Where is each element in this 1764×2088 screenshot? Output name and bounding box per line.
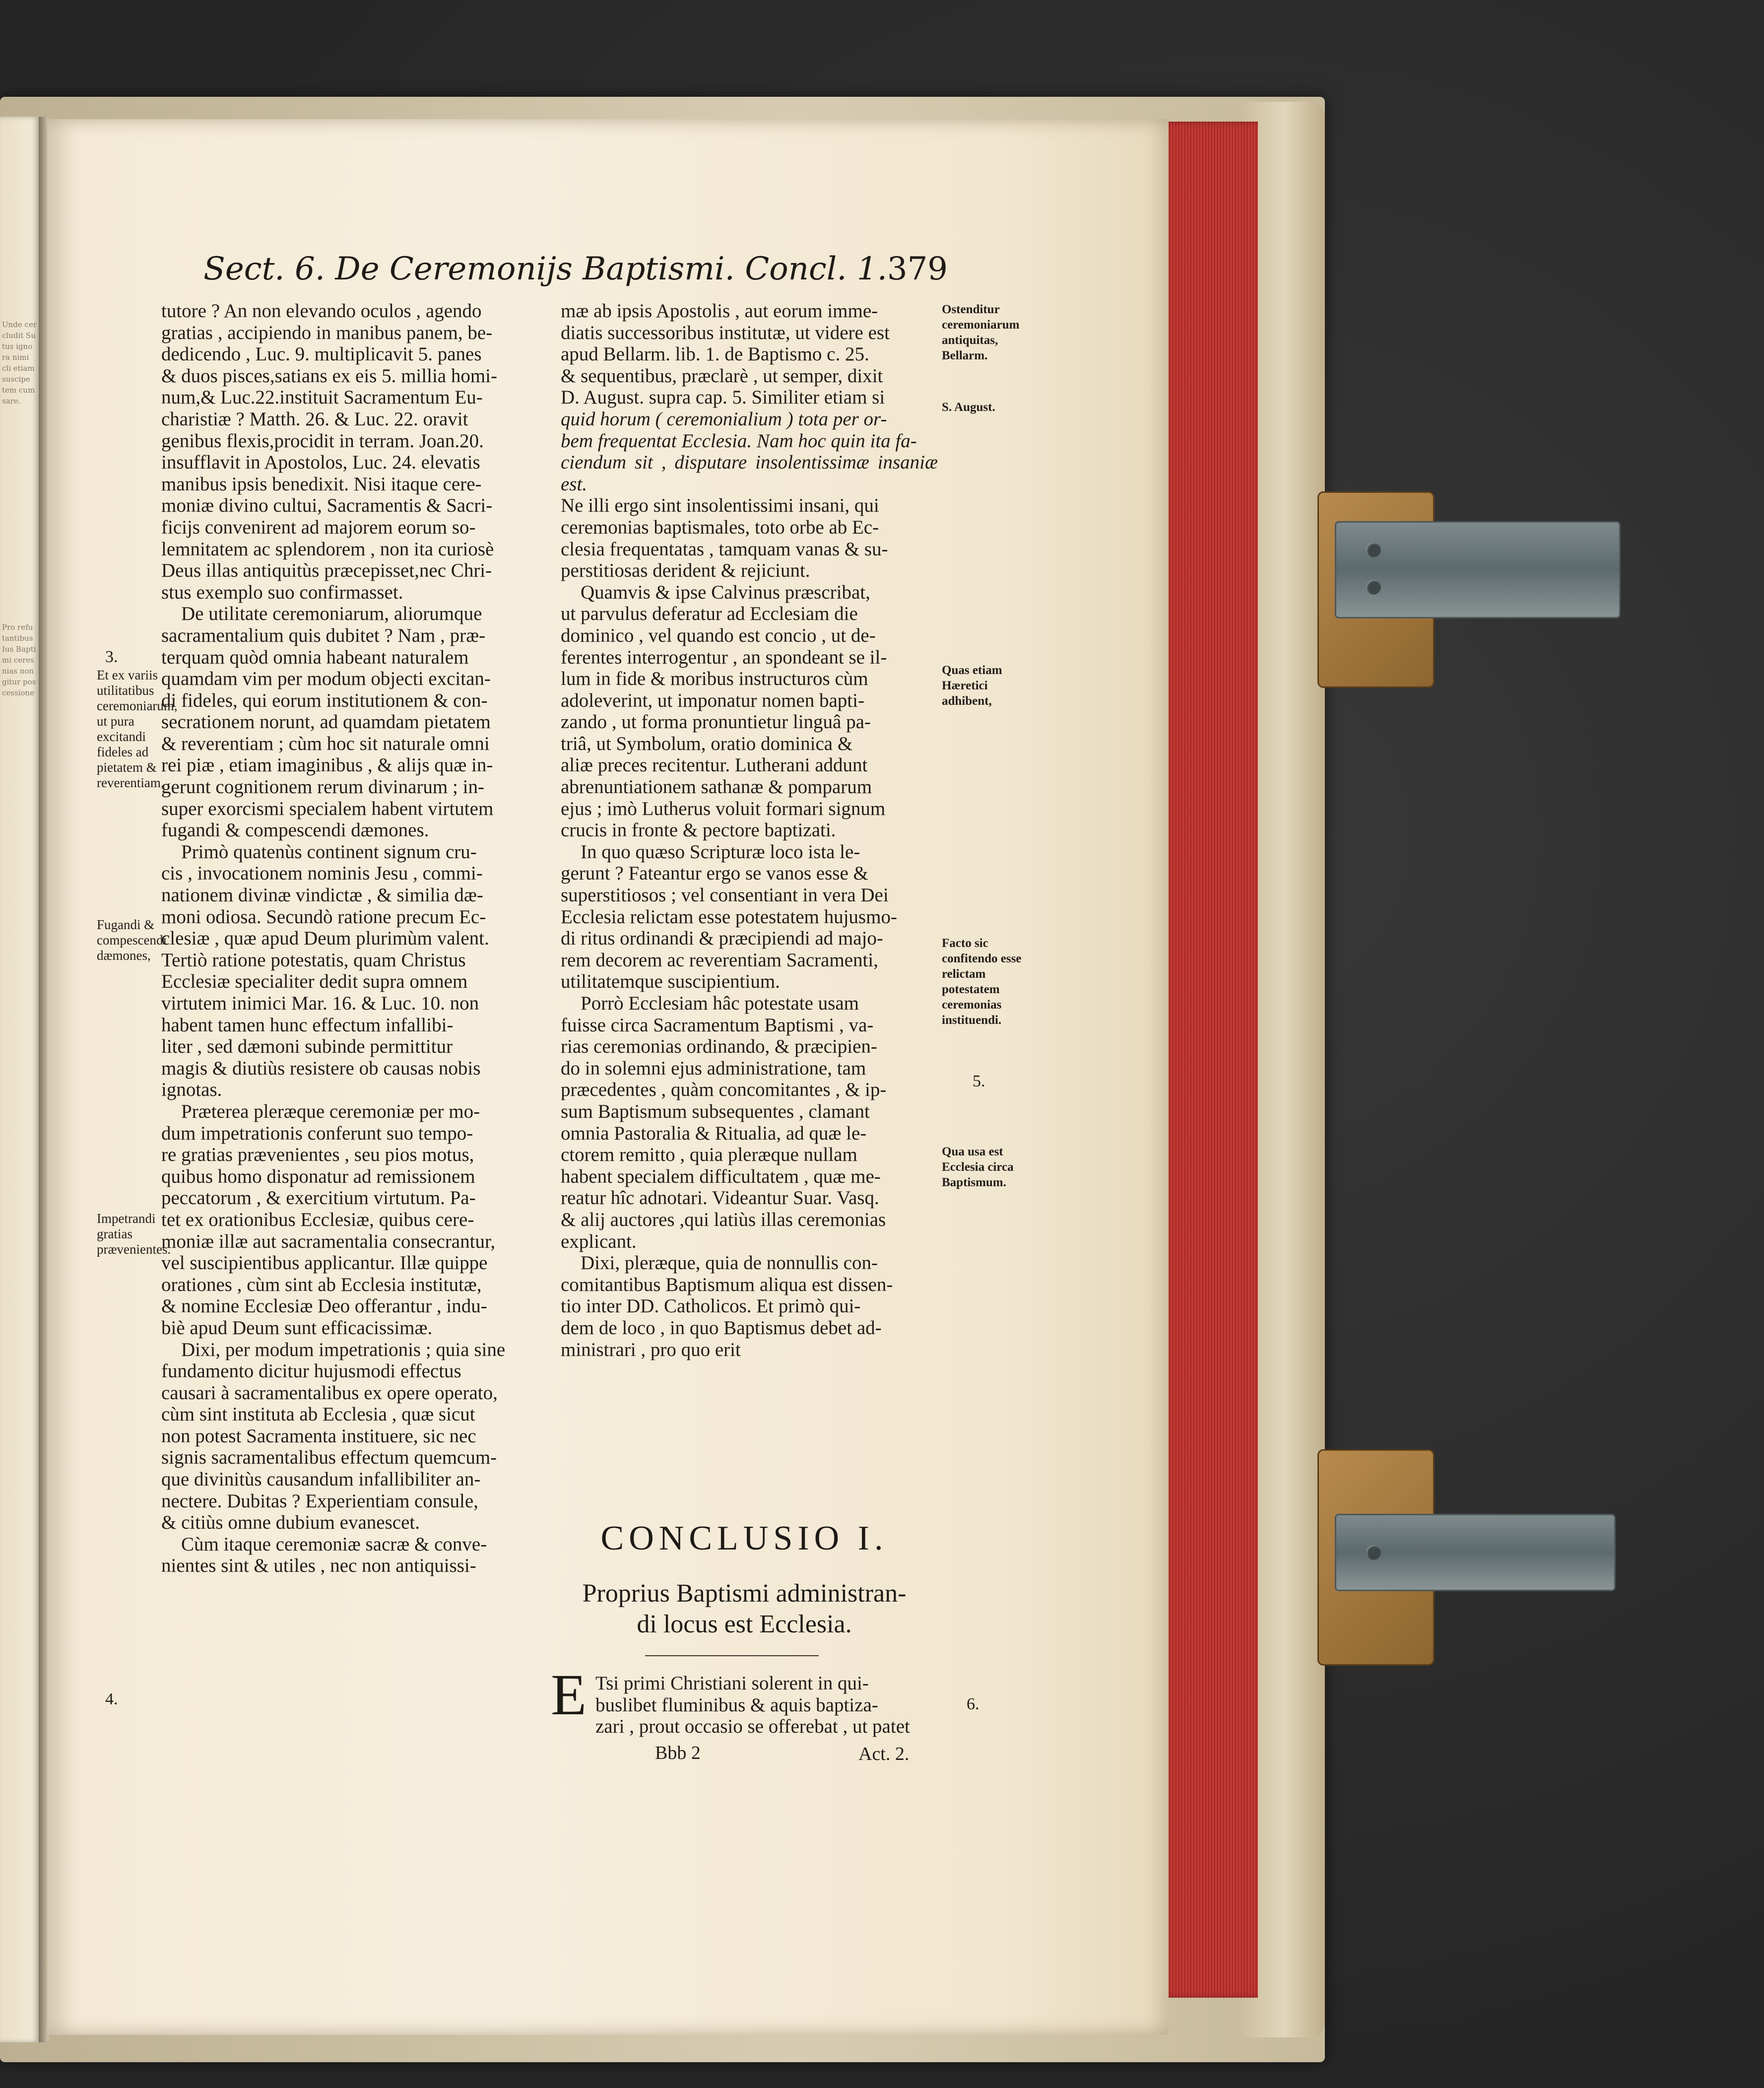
text-line: fugandi & compescendi dæmones. (161, 819, 429, 841)
text-line: orationes , cùm sint ab Ecclesia institutæ, (161, 1274, 482, 1295)
text-line: di fideles, qui eorum institutionem & con- (161, 689, 488, 711)
text-line: lemnitatem ac splendorem , non ita curiosè (161, 538, 494, 560)
red-page-edges (1161, 122, 1258, 1998)
margin-note: Quas etiam Hæretici adhibent, (942, 664, 1002, 708)
text-line: peccatorum , & exercitium virtutum. Pa- (161, 1187, 476, 1209)
text-line: Ne illi ergo sint insolentissimi insani, qui (561, 495, 879, 517)
left-page-fragment: sare. (2, 397, 21, 405)
text-column-left (161, 300, 538, 1577)
text-line: cùm sint instituta ab Ecclesia , quæ sicut (161, 1404, 475, 1425)
text-line: tio inter DD. Catholicos. Et primò qui- (561, 1295, 861, 1317)
left-page-fragment: mi ceres (2, 656, 34, 665)
text-line: ferentes interrogentur , an spondeant se il- (561, 646, 887, 668)
signature-mark: Bbb 2 (655, 1743, 701, 1763)
text-line: liter , sed dæmoni subinde permittitur (161, 1036, 453, 1058)
text-line: habent specialem difficultatem , quæ me- (561, 1165, 881, 1187)
left-page-fragment: Unde cer (2, 320, 37, 329)
text-line: & reverentiam ; cùm hoc sit naturale omni (161, 733, 490, 754)
text-line: comitantibus Baptismum aliqua est dissen- (561, 1274, 893, 1295)
text-line: vel suscipientibus applicantur. Illæ quippe (161, 1252, 488, 1274)
text-line: manibus ipsis benedixit. Nisi itaque cere- (161, 473, 482, 495)
text-line: Porrò Ecclesiam hâc potestate usam (581, 993, 859, 1014)
text-line: causari à sacramentalibus ex opere operato, (161, 1382, 498, 1404)
text-line: Cùm itaque ceremoniæ sacræ & conve- (181, 1533, 487, 1555)
text-line: do in solemni ejus administratione, tam (561, 1057, 866, 1079)
text-line: ciendum sit , disputare insolentissimæ insaniæ est. (561, 452, 938, 495)
text-line: diatis successoribus institutæ, ut videre est (561, 322, 890, 343)
left-page-fragment: tus igno (2, 342, 33, 351)
text-line: fundamento dicitur hujusmodi effectus (161, 1360, 461, 1382)
text-line: tutore ? An non elevando oculos , agendo (161, 300, 482, 322)
text-line: num,& Luc.22.instituit Sacramentum Eu- (161, 387, 483, 408)
margin-number: 4. (105, 1690, 118, 1708)
left-page-fragment: cessione (2, 688, 35, 697)
text-line: moniæ illæ aut sacramentalia consecrantur, (161, 1230, 496, 1252)
text-line: zari , prout occasio se offerebat , ut patet (595, 1716, 910, 1738)
text-line: Tsi primi Christiani solerent in qui- (595, 1673, 869, 1694)
margin-note: Ostenditur ceremoniarum antiquitas, Bellarm. (942, 303, 1020, 362)
page-number: 379 (887, 251, 948, 287)
text-line: habent tamen hunc effectum infallibi- (161, 1014, 454, 1036)
text-line: clesiæ , quæ apud Deum plurimùm valent. (161, 928, 489, 949)
margin-note: Et ex variis utilitatibus ceremoniarum, ut pura excitandi fideles ad pietatem & reverentiam, (97, 668, 178, 790)
text-line: & alij auctores ,qui latiùs illas ceremonias (561, 1209, 886, 1230)
catchword: Act. 2. (858, 1744, 910, 1764)
text-line: Dixi, pleræque, quia de nonnullis con- (581, 1252, 878, 1274)
text-line: & sequentibus, præclarè , ut semper, dixit (561, 365, 883, 387)
text-line: ficijs convenirent ad majorem eorum so- (161, 516, 476, 538)
rivet-icon (1366, 1545, 1381, 1560)
text-line: gerunt ? Fateantur ergo se vanos esse & (561, 863, 868, 884)
conclusion-subtitle-line: Proprius Baptismi administran- (582, 1579, 907, 1608)
text-line: Primò quatenùs continent signum cru- (181, 841, 477, 863)
left-page-fragment: suscipe (2, 375, 30, 384)
running-head (203, 251, 948, 290)
text-line: re gratias prævenientes , seu pios motus, (161, 1144, 474, 1166)
text-line: Ecclesia relictam esse potestatem hujusmo- (561, 906, 897, 928)
margin-note: Impetrandi gratias prævenientes. (97, 1211, 171, 1257)
rivet-icon (1366, 580, 1381, 595)
text-line: sum Baptismum subsequentes , clamant (561, 1100, 870, 1122)
text-line: moni odiosa. Secundò ratione precum Ec- (161, 906, 486, 928)
left-page-fragment: cludit Su (2, 331, 36, 340)
text-line: In quo quæso Scripturæ loco ista le- (581, 841, 860, 863)
text-line: rem decorem ac reverentiam Sacramenti, (561, 949, 878, 971)
text-line: rias ceremonias ordinando, & præcipien- (561, 1036, 877, 1058)
text-line: quid horum ( ceremonialium ) tota per or- (561, 408, 887, 430)
text-line: bem frequentat Ecclesia. Nam hoc quin ita fa- (561, 430, 917, 452)
text-line: zando , ut forma pronuntietur linguâ pa- (561, 711, 871, 733)
text-line: tet ex orationibus Ecclesiæ, quibus cere- (161, 1209, 474, 1230)
lower-clasp (1335, 1514, 1616, 1591)
text-line: ut parvulus deferatur ad Ecclesiam die (561, 603, 858, 625)
text-line: Tertiò ratione potestatis, quam Christus (161, 949, 466, 971)
left-page-fragment: nias non (2, 667, 34, 675)
text-line: nientes sint & utiles , nec non antiquissi- (161, 1555, 476, 1577)
margin-note: S. August. (942, 401, 995, 414)
text-line: buslibet fluminibus & aquis baptiza- (595, 1694, 878, 1716)
text-line: stus exemplo suo confirmasset. (161, 581, 403, 603)
text-line: nationem divinæ vindictæ , & similia dæ- (161, 884, 483, 906)
margin-note: Fugandi & compescendi dæmones, (97, 917, 167, 963)
text-line: di ritus ordinandi & præcipiendi ad majo- (561, 928, 883, 949)
text-line: genibus flexis,procidit in terram. Joan.20. (161, 430, 484, 452)
text-line: De utilitate ceremoniarum, aliorumque (181, 603, 482, 625)
text-line: dem de loco , in quo Baptismus debet ad- (561, 1317, 882, 1339)
text-line: lum in fide & moribus instructuros cùm (561, 668, 868, 690)
upper-clasp (1335, 521, 1621, 618)
text-line: ignotas. (161, 1079, 222, 1101)
text-line: dominico , vel quando est concio , ut de- (561, 624, 876, 646)
text-line: ejus ; imò Lutherus voluit formari signum (561, 798, 886, 819)
left-page-fragment: tem cum (2, 386, 35, 395)
text-line: gratias , accipiendo in manibus panem, be- (161, 322, 493, 343)
text-line: ceremonias baptismales, toto orbe ab Ec- (561, 516, 879, 538)
margin-number: 5. (973, 1072, 985, 1090)
text-line: crucis in fronte & pectore baptizati. (561, 819, 836, 841)
text-line: Quamvis & ipse Calvinus præscribat, (581, 581, 870, 603)
text-line: reatur hîc adnotari. Videantur Suar. Vasq. (561, 1187, 879, 1209)
text-column-right (561, 300, 938, 1360)
text-line: sacramentalium quis dubitet ? Nam , præ- (161, 624, 486, 646)
text-line: charistiæ ? Matth. 26. & Luc. 22. oravit (161, 408, 468, 430)
text-line: terquam quòd omnia habeant naturalem (161, 646, 469, 668)
text-line: clesia frequentatas , tamquam vanas & su- (561, 538, 888, 560)
drop-cap: E (551, 1662, 587, 1727)
text-line: perstitiosas derident & rejiciunt. (561, 560, 810, 582)
text-line: aliæ preces recitentur. Lutherani addunt (561, 754, 868, 776)
text-line: non potest Sacramenta instituere, sic nec (161, 1425, 476, 1447)
margin-number: 3. (105, 648, 118, 666)
text-line: insufflavit in Apostolos, Luc. 24. elevatis (161, 452, 480, 473)
conclusion-subtitle-line: di locus est Ecclesia. (637, 1610, 852, 1638)
text-line: moniæ divino cultui, Sacramentis & Sacri- (161, 495, 493, 517)
text-line: biè apud Deum sunt efficacissimæ. (161, 1317, 433, 1339)
text-line: signis sacramentalibus effectum quemcum- (161, 1447, 497, 1469)
conclusion-subtitle (551, 1578, 938, 1640)
text-line: super exorcismi specialem habent virtutem (161, 798, 494, 819)
section-rule (645, 1655, 819, 1656)
text-line: Præterea pleræque ceremoniæ per mo- (181, 1100, 480, 1122)
text-line: rei piæ , etiam imaginibus , & alijs quæ in- (161, 754, 493, 776)
text-line: triâ, ut Symbolum, oratio dominica & (561, 733, 853, 754)
rivet-icon (1366, 542, 1381, 557)
text-line: ministrari , pro quo erit (561, 1339, 741, 1360)
text-line: abrenuntiationem sathanæ & pomparum (561, 776, 872, 798)
text-line: & duos pisces,satians ex eis 5. millia homi- (161, 365, 497, 387)
conclusion-text (595, 1673, 938, 1738)
left-page-fragment: Pro refu (2, 623, 33, 632)
text-line: & citiùs omne dubium evanescet. (161, 1512, 420, 1534)
left-page-fragment: cli etiam (2, 364, 35, 373)
text-line: secrationem norunt, ad quamdam pietatem (161, 711, 491, 733)
text-line: Ecclesiæ specialiter dedit supra omnem (161, 971, 468, 993)
text-line: explicant. (561, 1230, 637, 1252)
left-page-fragment: Ius Bapti (2, 645, 36, 654)
margin-note: Qua usa est Ecclesia circa Baptismum. (942, 1145, 1014, 1189)
text-line: Deus illas antiquitùs præcepisset,nec Chri- (161, 560, 492, 582)
text-line: dedicendo , Luc. 9. multiplicavit 5. panes (161, 343, 482, 365)
text-line: D. August. supra cap. 5. Similiter etiam si (561, 387, 885, 408)
margin-note: Facto sic confitendo esse relictam potestatem ceremonias instituendi. (942, 937, 1022, 1027)
text-line: superstitiosos ; vel consentiant in vera Dei (561, 884, 889, 906)
text-line: omnia Pastoralia & Ritualia, ad quæ le- (561, 1122, 867, 1144)
text-line: cis , invocationem nominis Jesu , commi- (161, 863, 483, 884)
text-line: quibus homo disponatur ad remissionem (161, 1165, 475, 1187)
text-line: gerunt cognitionem rerum divinarum ; in- (161, 776, 484, 798)
text-line: dum impetrationis conferunt suo tempo- (161, 1122, 473, 1144)
text-line: ctorem remitto , quia pleræque nullam (561, 1144, 857, 1166)
text-line: fuisse circa Sacramentum Baptismi , va- (561, 1014, 874, 1036)
text-line: præcedentes , quàm concomitantes , & ip- (561, 1079, 887, 1101)
left-page-sliver (0, 117, 39, 2042)
running-head-title: Sect. 6. De Ceremonijs Baptismi. Concl. 1. (203, 251, 887, 287)
text-line: mæ ab ipsis Apostolis , aut eorum imme- (561, 300, 878, 322)
text-line: utilitatemque suscipientium. (561, 971, 780, 993)
text-line: nectere. Dubitas ? Experientiam consule, (161, 1490, 478, 1512)
text-line: magis & diutiùs resistere ob causas nobis (161, 1057, 481, 1079)
text-line: quamdam vim per modum objecti excitan- (161, 668, 491, 690)
text-line: & nomine Ecclesiæ Deo offerantur , indu- (161, 1295, 487, 1317)
text-line: adoleverint, ut imponatur nomen bapti- (561, 689, 864, 711)
conclusion-title: CONCLUSIO I. (600, 1519, 888, 1557)
text-line: que divinitùs causandum infallibiliter an- (161, 1469, 481, 1490)
left-page-fragment: ra nimi (2, 353, 29, 362)
text-line: Dixi, per modum impetrationis ; quia sine (181, 1339, 506, 1360)
left-page-fragment: tantibus (2, 634, 33, 643)
text-line: apud Bellarm. lib. 1. de Baptismo c. 25. (561, 343, 869, 365)
text-line: virtutem inimici Mar. 16. & Luc. 10. non (161, 993, 479, 1014)
left-page-fragment: gitur pos (2, 677, 36, 686)
margin-number: 6. (967, 1695, 980, 1713)
